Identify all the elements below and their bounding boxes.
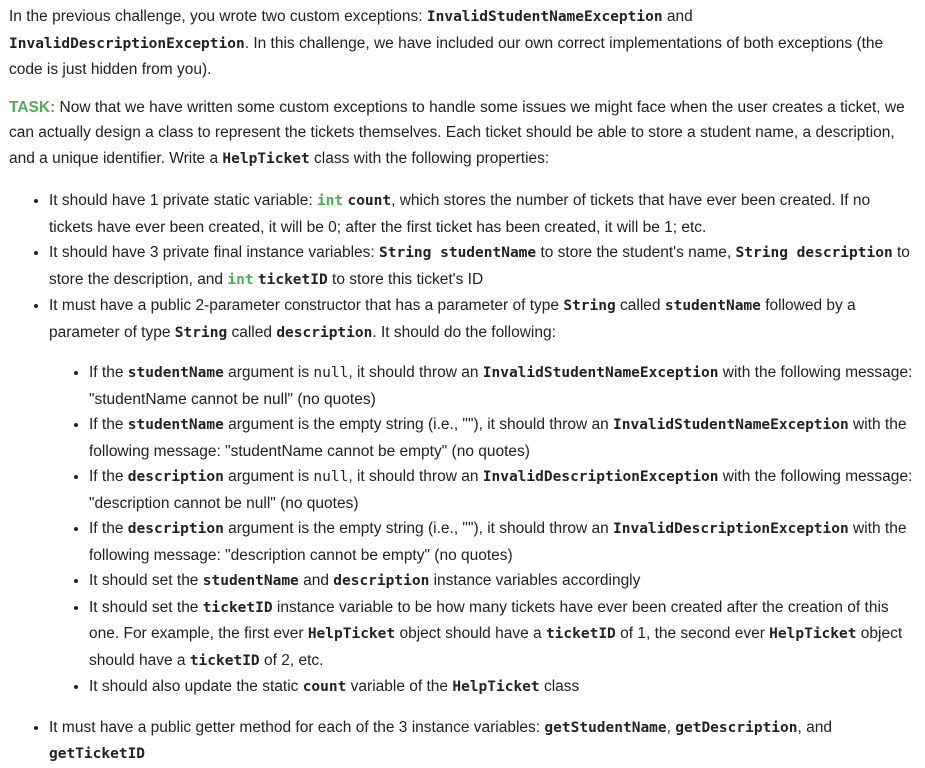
task-paragraph: [9, 95, 913, 173]
list-text: to store the student's name,: [536, 244, 736, 261]
code-string: String: [174, 324, 228, 341]
rule-set-ticket-id: [89, 595, 913, 675]
list-text: argument is the empty string (i.e., ""), it should throw an: [223, 520, 614, 537]
requirement-constructor: [49, 293, 913, 701]
code-string-student-name: String studentName: [379, 245, 537, 261]
list-text: It should have 3 private final instance variables:: [49, 244, 379, 261]
code-help-ticket: HelpTicket: [307, 626, 396, 642]
code-null: null: [313, 469, 349, 485]
list-text: with the following message: "description cannot be null" (no quotes): [89, 468, 913, 512]
code-get-description: getDescription: [675, 719, 798, 736]
list-text: class: [539, 678, 580, 695]
requirement-instance-variables: [49, 240, 913, 293]
code-ticket-id: ticketID: [202, 599, 273, 616]
list-text: , it should throw an: [348, 364, 483, 381]
list-text: If the: [89, 416, 128, 433]
rule-description-empty: [89, 516, 913, 568]
list-text: , and: [797, 718, 832, 736]
code-keyword: int: [316, 193, 344, 209]
rule-update-count: [89, 674, 913, 701]
list-text: object should have a: [395, 625, 546, 642]
code-keyword: int: [227, 271, 254, 288]
code-invalid-student-name-exception: InvalidStudentNameException: [613, 417, 849, 433]
rule-student-name-empty: [89, 412, 913, 464]
code-get-student-name: getStudentName: [544, 719, 667, 736]
code-null: null: [313, 365, 349, 381]
code-student-name: studentName: [127, 417, 224, 433]
list-text: It should set the: [89, 572, 203, 589]
rule-set-instance-variables: [89, 568, 913, 595]
code-string-description: String description: [735, 245, 893, 261]
list-text: It should also update the static: [89, 678, 303, 695]
list-text: It should have 1 private static variable:: [49, 192, 317, 209]
list-text: with the following message: "studentName cannot be empty" (no quotes): [89, 416, 907, 460]
list-text: and: [298, 572, 334, 589]
intro-text: . In this challenge, we have included our own correct implementations of both exceptions (the code is just hidden from you).: [9, 34, 884, 78]
list-text: instance variable to be how many tickets have ever been created after the creation of this one. For example, the first ever: [89, 598, 889, 642]
code-student-name: studentName: [664, 298, 761, 314]
code-invalid-description-exception: InvalidDescriptionException: [482, 469, 719, 485]
list-text: called: [615, 297, 665, 314]
list-text: with the following message: "studentName cannot be null" (no quotes): [89, 364, 913, 408]
list-text: of 2, etc.: [259, 651, 324, 669]
task-label: TASK:: [9, 98, 56, 116]
code-description: description: [333, 573, 430, 589]
code-student-name: studentName: [127, 365, 224, 381]
code-help-ticket: HelpTicket: [222, 150, 310, 167]
code-invalid-description-exception: InvalidDescriptionException: [613, 521, 849, 537]
list-text: followed by a parameter of type: [49, 297, 856, 341]
task-text: class with the following properties:: [309, 149, 550, 167]
code-description: description: [127, 521, 224, 537]
list-text: called: [227, 323, 277, 341]
list-text: It must have a public getter method for each of the 3 instance variables:: [49, 718, 545, 736]
list-text: to store this ticket's ID: [327, 270, 484, 288]
list-text: argument is: [223, 364, 314, 381]
code-invalid-description-exception: InvalidDescriptionException: [9, 35, 245, 52]
list-text: If the: [89, 468, 128, 485]
rule-student-name-null: [89, 360, 913, 412]
task-text: Now that we have written some custom exceptions to handle some issues we might face when the user creates a ticket, we can actually design a class to represent the tickets themselves. Each ticket should be able to store a student name, a description, and a unique identifier. Write a: [9, 98, 905, 167]
list-text: It should set the: [89, 598, 203, 616]
list-text: ,: [666, 718, 676, 736]
requirement-getters: [49, 715, 913, 768]
code-student-name: studentName: [202, 573, 299, 589]
code-ticket-id: ticketID: [545, 626, 616, 642]
list-text: . It should do the following:: [372, 323, 556, 341]
constructor-rules-list: [49, 360, 913, 701]
list-text: , it should throw an: [348, 468, 483, 485]
code-description: description: [127, 469, 224, 485]
list-text: to store the description, and: [49, 244, 910, 288]
list-text: It must have a public 2-parameter constructor that has a parameter of type: [49, 297, 564, 314]
intro-paragraph: [9, 4, 913, 83]
code-description: description: [276, 324, 373, 341]
code-help-ticket: HelpTicket: [769, 626, 857, 642]
list-text: of 1, the second ever: [615, 625, 770, 642]
requirements-list: [9, 188, 913, 768]
rule-description-null: [89, 464, 913, 516]
list-text: If the: [89, 520, 128, 537]
code-help-ticket: HelpTicket: [452, 679, 540, 695]
intro-text: In the previous challenge, you wrote two custom exceptions:: [9, 8, 427, 25]
list-text: , which stores the number of tickets that have ever been created. If no tickets have ever been created, it will be 0; after the first ticket has been created, it will be 1; etc.: [49, 192, 871, 236]
requirement-static-count: [49, 188, 913, 240]
code-string: String: [563, 298, 616, 314]
code-invalid-student-name-exception: InvalidStudentNameException: [482, 365, 719, 381]
list-text: variable of the: [346, 678, 453, 695]
list-text: with the following message: "description cannot be empty" (no quotes): [89, 520, 907, 564]
list-text: object should have a: [89, 625, 903, 669]
code-get-ticket-id: getTicketID: [49, 746, 146, 762]
code-ticket-id: ticketID: [257, 271, 328, 288]
code-ticket-id: ticketID: [189, 652, 260, 669]
code-invalid-student-name-exception: InvalidStudentNameException: [426, 9, 663, 25]
list-text: If the: [89, 364, 128, 381]
list-text: argument is the empty string (i.e., ""), it should throw an: [223, 416, 614, 433]
list-text: argument is: [223, 468, 314, 485]
code-count: count: [302, 679, 347, 695]
list-text: instance variables accordingly: [429, 572, 641, 589]
code-count: count: [347, 193, 392, 209]
intro-text: and: [662, 8, 693, 25]
